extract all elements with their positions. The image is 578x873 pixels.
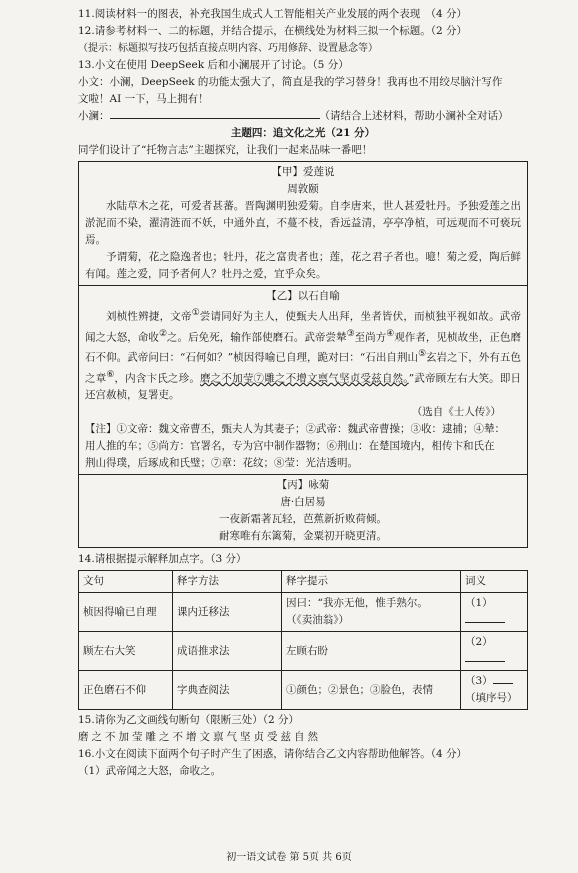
answer-blank-1[interactable] bbox=[465, 612, 505, 623]
question-12: 12.请参考材料一、二的标题，并结合提示，在横线处为材料三拟一个标题。（2 分） bbox=[78, 25, 467, 37]
passages-box bbox=[78, 161, 528, 548]
theme-title: 主题四：追文化之光（21 分） bbox=[230, 127, 376, 139]
table-header: 释字方法 bbox=[173, 571, 282, 593]
poem-line-1: 一夜新霜著瓦轻，芭蕉新折败荷倾。 bbox=[219, 513, 387, 525]
q15-sentence: 磨之不加莹雕之不增文禀气坚贞受兹自然 bbox=[78, 731, 321, 743]
answer-label-2: （2） bbox=[465, 636, 493, 648]
passage-yi bbox=[79, 285, 527, 474]
note-mark-4: ④ bbox=[386, 328, 395, 339]
passage-bing-author: 唐·白居易 bbox=[280, 496, 326, 508]
table-header: 释字提示 bbox=[282, 571, 461, 593]
xiaolan-hint: （请结合上述材料，帮助小澜补全对话） bbox=[319, 110, 509, 122]
note-mark-6: ⑥ bbox=[106, 369, 115, 380]
passage-yi-note-3: 荆山得璞，后琢成和氏璧；⑦章：花纹；⑧莹：光洁透明。 bbox=[85, 457, 358, 469]
passage-jia-author: 周敦颐 bbox=[287, 183, 319, 195]
yi-text-e: 观作者，见桢故坐，正色磨石不仰。武帝问曰：“石何如？”桢因得喻已自理，跪对曰：“石出自荆山 bbox=[85, 331, 521, 364]
passage-bing bbox=[79, 474, 527, 547]
table-row bbox=[79, 593, 528, 632]
poem-line-2: 耐寒唯有东篱菊，金粟初开晓更清。 bbox=[219, 530, 387, 542]
table-cell: 左顾右盼 bbox=[282, 632, 461, 671]
table-header: 文句 bbox=[79, 571, 173, 593]
table-cell bbox=[461, 632, 528, 671]
answer-label-3: （3） bbox=[465, 675, 493, 687]
passage-yi-note-2: 用人推的车；⑤尚方：官署名，专为宫中制作器物；⑥荆山：在楚国境内，相传卞和氏在 bbox=[85, 440, 495, 452]
hint-source: （《卖油翁》） bbox=[286, 614, 349, 626]
table-cell: 课内迁移法 bbox=[173, 593, 282, 632]
table-cell bbox=[461, 593, 528, 632]
table-cell: ①颜色；②景色；③脸色，表情 bbox=[282, 671, 461, 710]
answer-blank-2[interactable] bbox=[465, 651, 505, 662]
table-cell bbox=[282, 593, 461, 632]
question-16: 16.小文在阅读下面两个句子时产生了困惑，请你结合乙文内容帮助他解答。（4 分） bbox=[78, 748, 467, 760]
table-row bbox=[79, 632, 528, 671]
yi-text-f: 玄岩之下，外有五色之章 bbox=[85, 351, 521, 384]
table-cell: 顾左右大笑 bbox=[79, 632, 173, 671]
yi-text-c: 之。后免死，输作部使磨石。武帝尝辇 bbox=[166, 331, 347, 343]
question-11: 11.阅读材料一的图表，补充我国生成式人工智能相关产业发展的两个表现 （4 分） bbox=[78, 8, 467, 20]
table-cell: 正色磨石不仰 bbox=[79, 671, 173, 710]
yi-text-g: ，内含卞氏之珍。 bbox=[114, 372, 201, 384]
passage-jia-title: 【甲】爱莲说 bbox=[271, 166, 335, 178]
answer-note-3: （填序号） bbox=[465, 692, 518, 704]
passage-yi-title: 【乙】以石自喻 bbox=[266, 290, 340, 302]
passage-bing-title: 【丙】咏菊 bbox=[276, 479, 330, 491]
dialogue-xiaowen-cont: 文啦！AI 一下，马上拥有！ bbox=[78, 93, 209, 105]
table-cell: 桢因得喻已自理 bbox=[79, 593, 173, 632]
table-cell: 字典查阅法 bbox=[173, 671, 282, 710]
question-13: 13.小文在使用 DeepSeek 后和小澜展开了讨论。（5 分） bbox=[78, 59, 349, 71]
passage-jia bbox=[79, 162, 527, 285]
note-mark-2: ② bbox=[159, 328, 167, 339]
question-15: 15.请你为乙文画线句断句（限断三处）（2 分） bbox=[78, 714, 299, 726]
passage-jia-p1: 水陆草木之花，可爱者甚蕃。晋陶渊明独爱菊。自李唐来，世人甚爱牡丹。予独爱莲之出淤泥而不染，濯清涟而不妖，中通外直，不蔓不枝，香远益清，亭亭净植，可远观而不可亵玩焉。 bbox=[85, 200, 521, 246]
page-footer: 初一语文试卷 第 5页 共 6页 bbox=[226, 852, 352, 863]
dialogue-xiaolan bbox=[78, 108, 528, 125]
note-mark-1: ① bbox=[191, 308, 200, 318]
q14-table bbox=[78, 570, 528, 710]
table-cell bbox=[461, 671, 528, 710]
answer-label-1: （1） bbox=[465, 597, 493, 609]
theme-intro: 同学们设计了“托物言志”主题探究，让我们一起来品味一番吧！ bbox=[78, 144, 373, 156]
note-mark-3: ③ bbox=[346, 328, 355, 339]
xiaolan-label: 小澜： bbox=[78, 110, 110, 122]
dialogue-xiaowen: 小文：小澜，DeepSeek 的功能太强大了，简直是我的学习替身！我再也不用绞尽脑汁写作 bbox=[78, 76, 503, 88]
answer-blank-q13[interactable] bbox=[110, 108, 320, 119]
underlined-sentence: 磨之不加莹⑦雕之不增文禀气坚贞受兹自然。 bbox=[200, 372, 409, 384]
passage-jia-p2: 予谓菊，花之隐逸者也；牡丹，花之富贵者也；莲，花之君子者也。噫！菊之爱，陶后鲜有闻。莲之爱，同予者何人？牡丹之爱，宜乎众矣。 bbox=[85, 251, 521, 280]
question-12-hint: （提示：标题拟写技巧包括直接点明内容、巧用修辞、设置悬念等） bbox=[78, 43, 378, 54]
question-14: 14.请根据提示解释加点字。（3 分） bbox=[78, 553, 247, 565]
passage-yi-note-1: 【注】①文帝：魏文帝曹丕，甄夫人为其妻子；②武帝：魏武帝曹操；③收：逮捕；④辇： bbox=[85, 423, 505, 435]
passage-yi-source: （选自《士人传》） bbox=[411, 406, 501, 418]
yi-text-b: 尝请同好为主人，使甄夫人出拜，坐者皆伏，而桢独平视如故。武帝闻之大怒，命收 bbox=[85, 310, 521, 343]
passage-yi-body bbox=[85, 305, 521, 404]
hint-line: 因曰：“我亦无他，惟手熟尔。 bbox=[286, 597, 428, 609]
table-cell: 成语推求法 bbox=[173, 632, 282, 671]
table-header: 词义 bbox=[461, 571, 528, 593]
q16-item-1: （1）武帝闻之大怒，命收之。 bbox=[78, 765, 222, 777]
table-header-row bbox=[79, 571, 528, 593]
yi-text-d: 至尚方 bbox=[354, 331, 387, 343]
note-mark-5: ⑤ bbox=[418, 349, 426, 359]
yi-text-h: ”武帝顾左右大笑。即日还宫赦桢，复署吏。 bbox=[85, 372, 522, 401]
yi-text-a: 刘桢性辨捷，文帝 bbox=[106, 310, 192, 323]
table-row bbox=[79, 671, 528, 710]
answer-blank-3[interactable] bbox=[493, 673, 513, 684]
